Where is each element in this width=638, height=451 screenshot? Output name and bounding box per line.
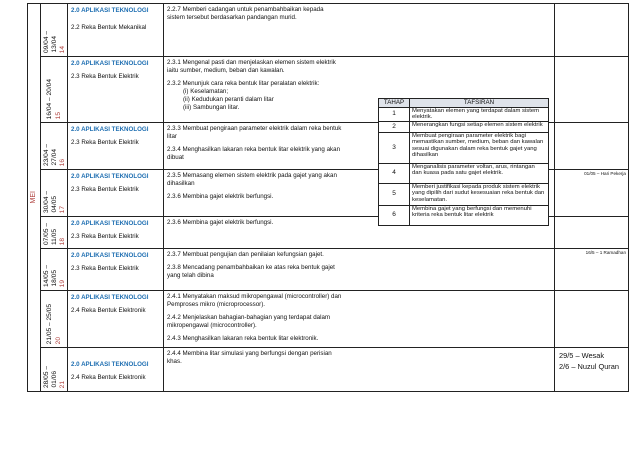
learning-standard (164, 348, 554, 366)
week-date: 04/05 (50, 196, 58, 213)
remarks-cell (555, 348, 629, 392)
tahap-level: 4 (379, 163, 410, 183)
table-row (28, 291, 629, 348)
remarks-cell (555, 170, 629, 217)
unit-cell (68, 348, 164, 392)
learning-standard-text: 2.4.3 Menghasilkan lakaran reka bentuk litar elektronik. (167, 335, 319, 342)
tahap-level: 3 (379, 132, 410, 163)
learning-standard (164, 262, 554, 280)
tahap-row (379, 121, 549, 132)
week-date: 09/04 – (42, 31, 50, 53)
learning-standard-text: 2.3.4 Menghasilkan lakaran reka bentuk litar elektrik yang akan dibuat (167, 146, 341, 161)
tahap-level: 6 (379, 205, 410, 225)
learning-standard-text: 2.3.7 Membuat pengujian dan penilaian kefungsian gajet. (167, 251, 324, 258)
remarks-cell (555, 123, 629, 170)
learning-standard (164, 4, 554, 22)
tahap-description: Menganalisis parameter voltan, arus, rintangan dan kuasa pada satu gajet elektrik. (410, 163, 549, 183)
learning-standard-text: 2.4.2 Menjelaskan bahagian-bahagian yang terdapat dalam mikropengawal (microcontroller). (167, 314, 331, 329)
learning-standard (164, 57, 554, 75)
week-number: 21 (58, 380, 66, 388)
week-number: 18 (58, 237, 66, 245)
week-number: 17 (58, 205, 66, 213)
unit-cell (68, 4, 164, 57)
week-cell (41, 217, 68, 249)
unit-subtopic: 2.3 Reka Bentuk Elektrik (71, 233, 139, 240)
week-cell (41, 4, 68, 57)
week-cell (41, 123, 68, 170)
learning-standard-text: 2.4.1 Menyatakan maksud mikropengawal (microcontroller) dan Pemproses mikro (microprocessor). (167, 293, 342, 308)
week-cell (41, 249, 68, 291)
unit-cell (68, 249, 164, 291)
tahap-header: TAHAP (379, 99, 410, 108)
week-cell (41, 291, 68, 348)
remarks-text: 16/5 – 1 Ramadhan (585, 250, 626, 255)
standard-cell (164, 348, 555, 392)
tahap-row (379, 108, 549, 122)
remarks-text: 29/5 – Wesak 2/6 – Nuzul Quran (559, 351, 619, 371)
learning-standard-text: 2.3.1 Mengenal pasti dan menjelaskan elemen sistem elektrik iaitu sumber, medium, beban dan kawalan. (167, 59, 336, 74)
unit-subtopic: 2.3 Reka Bentuk Elektrik (71, 139, 139, 146)
unit-title: 2.0 APLIKASI TEKNOLOGI (71, 60, 149, 67)
tahap-row (379, 132, 549, 163)
learning-standard (164, 291, 554, 309)
learning-standard-subitem: (i) Keselamatan; (183, 88, 229, 95)
remarks-cell (555, 291, 629, 348)
unit-cell (68, 217, 164, 249)
learning-standard-text: 2.3.2 Menunjuk cara reka bentuk litar peralatan elektrik: (167, 80, 320, 87)
unit-title: 2.0 APLIKASI TEKNOLOGI (71, 7, 149, 14)
unit-title: 2.0 APLIKASI TEKNOLOGI (71, 294, 149, 301)
unit-cell (68, 57, 164, 123)
learning-standard (164, 333, 554, 343)
tahap-description: Memberi justifikasi kepada produk sistem elektrik yang dipilih dari sudut kesesuaian reka bentuk dan keselamatan. (410, 183, 549, 205)
unit-subtopic: 2.3 Reka Bentuk Elektrik (71, 265, 139, 272)
remarks-text: 01/05 – Hari Pekerja (584, 171, 626, 176)
tahap-level: 2 (379, 121, 410, 132)
tahap-row (379, 163, 549, 183)
standard-cell (164, 249, 555, 291)
tahap-description: Membina gajet yang berfungsi dan memenuhi kriteria reka bentuk litar elektrik (410, 205, 549, 225)
week-date: 30/04 – (42, 191, 50, 213)
table-row (28, 4, 629, 57)
table-row (28, 249, 629, 291)
week-date: 01/06 (50, 371, 58, 388)
unit-subtopic: 2.4 Reka Bentuk Elektronik (71, 373, 146, 381)
remarks-cell (555, 217, 629, 249)
tahap-description: Menerangkan fungsi setiap elemen sistem elektrik (410, 121, 549, 132)
unit-title: 2.0 APLIKASI TEKNOLOGI (71, 360, 149, 368)
week-date: 23/04 – (42, 144, 50, 166)
tahap-row (379, 183, 549, 205)
unit-subtopic: 2.4 Reka Bentuk Elektronik (71, 307, 146, 314)
week-date: 13/04 (50, 36, 58, 53)
learning-standard-text: 2.3.6 Membina gajet elektrik berfungsi. (167, 193, 274, 200)
remarks-cell (555, 249, 629, 291)
unit-cell (68, 291, 164, 348)
week-cell (41, 170, 68, 217)
unit-cell (68, 123, 164, 170)
week-date: 14/05 – (42, 265, 50, 287)
week-date: 11/05 (50, 228, 58, 245)
tahap-level: 1 (379, 108, 410, 122)
month-cell (28, 4, 41, 392)
learning-standard-text: 2.2.7 Memberi cadangan untuk penambahbaikan kepada sistem tersebut berdasarkan pandangan murid. (167, 6, 324, 21)
learning-standard-subitem: (iii) Sambungan litar. (183, 104, 240, 111)
week-date: 27/04 (50, 149, 58, 166)
tahap-level: 5 (379, 183, 410, 205)
tahap-description: Membuat pengiraan parameter elektrik bagi memastikan sumber, medium, beban dan kawalan sesuai digunakan dalam reka bentuk gajet yang dihasilkan (410, 132, 549, 163)
unit-title: 2.0 APLIKASI TEKNOLOGI (71, 126, 149, 133)
standard-cell (164, 291, 555, 348)
tahap-table (378, 98, 549, 226)
week-number: 20 (55, 336, 62, 344)
month-label: MEI (30, 191, 37, 204)
remarks-cell (555, 4, 629, 57)
unit-subtopic: 2.3 Reka Bentuk Elektrik (71, 73, 139, 80)
unit-subtopic: 2.3 Reka Bentuk Elektrik (71, 186, 139, 193)
week-number: 14 (58, 45, 66, 53)
table-row (28, 348, 629, 392)
learning-standard (164, 249, 554, 259)
unit-cell (68, 170, 164, 217)
unit-title: 2.0 APLIKASI TEKNOLOGI (71, 173, 149, 180)
learning-standard-text: 2.3.6 Membina gajet elektrik berfungsi. (167, 219, 274, 226)
unit-title: 2.0 APLIKASI TEKNOLOGI (71, 252, 149, 259)
week-number: 15 (55, 111, 62, 119)
remarks-cell (555, 57, 629, 123)
tafsiran-header: TAFSIRAN (410, 99, 549, 108)
week-date: 16/04 – 20/04 (46, 78, 53, 119)
standard-cell (164, 4, 555, 57)
unit-title: 2.0 APLIKASI TEKNOLOGI (71, 220, 149, 227)
week-date: 21/05 – 25/05 (46, 303, 53, 344)
tahap-row (379, 205, 549, 225)
week-number: 19 (58, 279, 66, 287)
learning-standard (164, 312, 554, 330)
learning-standard-text: 2.3.8 Mencadang penambahbaikan ke atas reka bentuk gajet yang telah dibina (167, 264, 335, 279)
learning-standard-text: 2.4.4 Membina litar simulasi yang berfungsi dengan perisian khas. (167, 350, 332, 365)
learning-standard-subitem: (ii) Kedudukan peranti dalam litar (183, 96, 274, 103)
week-cell (41, 348, 68, 392)
week-cell (41, 57, 68, 123)
unit-subtopic: 2.2 Reka Bentuk Mekanikal (71, 24, 147, 31)
week-date: 18/05 (50, 270, 58, 287)
tahap-description: Menyatakan elemen yang terdapat dalam sistem elektrik. (410, 108, 549, 122)
learning-standard-text: 2.3.3 Membuat pengiraan parameter elektrik dalam reka bentuk litar (167, 125, 342, 140)
learning-standard-text: 2.3.5 Memasang elemen sistem elektrik pada gajet yang akan dihasilkan (167, 172, 337, 187)
week-date: 07/05 – (42, 223, 50, 245)
week-date: 28/05 – (42, 366, 50, 388)
week-number: 16 (58, 158, 66, 166)
